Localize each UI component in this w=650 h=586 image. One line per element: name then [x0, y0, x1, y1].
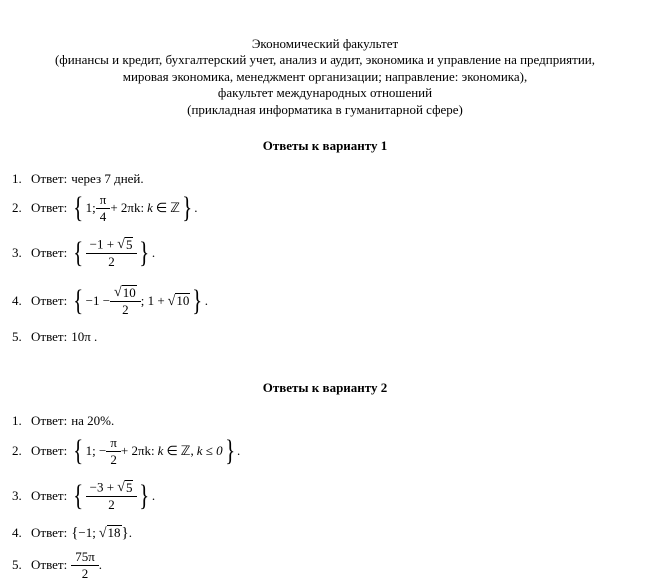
- v2-answer-1: 1. Ответ: на 20%.: [12, 413, 115, 428]
- sqrt-symbol: √ 5: [117, 480, 133, 496]
- variant-1-title: Ответы к варианту 1: [262, 138, 388, 153]
- header-line-2: (финансы и кредит, бухгалтерский учет, анализ и аудит, экономика и управление на предприятии,: [54, 52, 596, 68]
- math-expression: { 1; $\frac{\pi}{4}$ + 2πk: k ∈ ℤ } .: [73, 191, 198, 224]
- variant-2-title: Ответы к варианту 2: [262, 380, 388, 395]
- math-expression: { −1 − √ 10 2 ; 1 + √ 10 } .: [73, 284, 209, 318]
- sqrt-symbol: √ 10: [167, 293, 190, 309]
- v2-answer-4: 4. Ответ: { −1; √ 18 } .: [12, 524, 132, 541]
- v2-answer-5: 5. Ответ: $\frac{75\pi}{2}$ .: [12, 548, 103, 581]
- header-line-3: мировая экономика, менеджмент организации; направление: экономика),: [122, 68, 528, 84]
- math-expression: { −1 + √ 5 2 } .: [73, 236, 156, 270]
- v1-answer-3: 3. Ответ: { −1 + √ 5 2 } .: [12, 236, 156, 270]
- math-expression: { 1; − $\frac{\pi}{2}$ + 2πk: k ∈ ℤ, k ≤ 0 } .: [73, 434, 241, 467]
- v2-answer-2: 2. Ответ: { 1; − $\frac{\pi}{2}$ + 2πk: k ∈ ℤ, k ≤ 0 } .: [12, 434, 241, 467]
- v1-answer-1: 1. Ответ: через 7 дней.: [12, 171, 144, 186]
- sqrt-symbol: √ 5: [117, 237, 133, 253]
- header-line-1: Экономический факультет: [251, 36, 399, 51]
- header-line-5: (прикладная информатика в гуманитарной сфере): [187, 101, 463, 117]
- math-expression: { −1; √ 18 } .: [71, 524, 132, 541]
- sqrt-symbol: √ 10: [114, 285, 136, 301]
- faculty-header: [0, 36, 650, 118]
- v2-answer-3: 3. Ответ: { −3 + √ 5 2 } .: [12, 479, 156, 513]
- math-expression: { −3 + √ 5 2 } .: [73, 479, 156, 513]
- v1-answer-4: 4. Ответ: { −1 − √ 10 2 ; 1 + √ 10 } .: [12, 284, 209, 318]
- v1-answer-2: 2. Ответ: { 1; $\frac{\pi}{4}$ + 2πk: k ∈ ℤ } .: [12, 191, 198, 224]
- sqrt-symbol: √ 18: [98, 525, 121, 541]
- header-line-4: факультет международных отношений: [217, 85, 433, 101]
- v1-answer-5: 5. Ответ: 10π .: [12, 329, 98, 344]
- math-expression: $\frac{75\pi}{2}$ .: [71, 550, 102, 580]
